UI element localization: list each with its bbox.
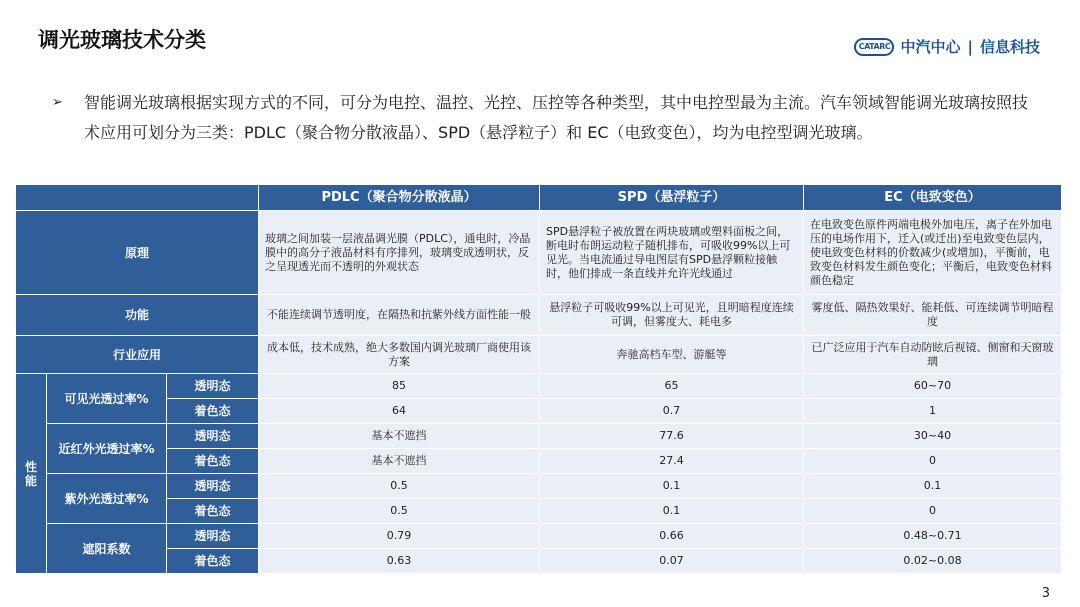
function-ec: 雾度低、隔热效果好、能耗低、可连续调节明暗程度 bbox=[804, 295, 1062, 336]
intro-text: 智能调光玻璃根据实现方式的不同，可分为电控、温控、光控、压控等各种类型，其中电控型最为主流。汽车领域智能调光玻璃按照技术应用可划分为三类：PDLC（聚合物分散液晶）、SPD（悬浮粒子）和 EC（电致变色），均为电控型调光玻璃。 bbox=[84, 93, 1029, 142]
function-pdlc: 不能连续调节透明度，在隔热和抗紫外线方面性能一般 bbox=[259, 295, 540, 336]
state-label: 着色态 bbox=[167, 499, 259, 524]
value-cell: 30~40 bbox=[804, 424, 1062, 449]
value-cell: 65 bbox=[540, 374, 804, 399]
value-cell: 60~70 bbox=[804, 374, 1062, 399]
value-cell: 0.66 bbox=[540, 524, 804, 549]
state-label: 着色态 bbox=[167, 549, 259, 574]
table-row bbox=[16, 374, 1062, 399]
value-cell: 0.1 bbox=[540, 474, 804, 499]
table-row-application bbox=[16, 336, 1062, 374]
value-cell: 基本不遮挡 bbox=[259, 449, 540, 474]
row-label-performance bbox=[16, 374, 47, 574]
value-cell: 0.63 bbox=[259, 549, 540, 574]
catarc-logo-icon: CATARC bbox=[854, 38, 894, 56]
company-logo bbox=[854, 36, 1040, 57]
bullet-arrow-icon: ➢ bbox=[52, 95, 63, 110]
value-cell: 0 bbox=[804, 499, 1062, 524]
performance-char-1: 性 bbox=[24, 459, 37, 474]
table-row bbox=[16, 549, 1062, 574]
value-cell: 27.4 bbox=[540, 449, 804, 474]
value-cell: 0.1 bbox=[804, 474, 1062, 499]
state-label: 着色态 bbox=[167, 449, 259, 474]
value-cell: 1 bbox=[804, 399, 1062, 424]
table-row bbox=[16, 474, 1062, 499]
table-row bbox=[16, 399, 1062, 424]
value-cell: 0.79 bbox=[259, 524, 540, 549]
principle-pdlc: 玻璃之间加装一层液晶调光膜（PDLC），通电时，冷晶膜中的高分子液晶材料有序排列，玻璃变成透明状，反之呈现透光而不透明的外观状态 bbox=[259, 211, 540, 295]
value-cell: 64 bbox=[259, 399, 540, 424]
value-cell: 0.1 bbox=[540, 499, 804, 524]
logo-unit: 信息科技 bbox=[979, 38, 1040, 56]
table-header-row bbox=[16, 185, 1062, 211]
table-row bbox=[16, 499, 1062, 524]
principle-ec: 在电致变色原件两端电极外加电压，离子在外加电压的电场作用下，迁入(或迁出)至电致变色层内，使电致变色材料的价数减少(或增加)，平衡前，电致变色材料发生颜色变化；平衡后，电致变色材料颜色稳定 bbox=[804, 211, 1062, 295]
group-label-shading: 遮阳系数 bbox=[47, 524, 167, 574]
value-cell: 基本不遮挡 bbox=[259, 424, 540, 449]
application-pdlc: 成本低，技术成熟，绝大多数国内调光玻璃厂商使用该方案 bbox=[259, 336, 540, 374]
header-spd: SPD（悬浮粒子） bbox=[540, 185, 804, 211]
group-label-visible: 可见光透过率% bbox=[47, 374, 167, 424]
application-spd: 奔驰高档车型、游艇等 bbox=[540, 336, 804, 374]
state-label: 透明态 bbox=[167, 424, 259, 449]
value-cell: 0.02~0.08 bbox=[804, 549, 1062, 574]
row-label-function: 功能 bbox=[16, 295, 259, 336]
table-row-function bbox=[16, 295, 1062, 336]
logo-separator: | bbox=[967, 37, 973, 56]
state-label: 透明态 bbox=[167, 524, 259, 549]
technology-comparison-table bbox=[15, 184, 1062, 574]
principle-spd: SPD悬浮粒子被放置在两块玻璃或塑料面板之间，断电时布朗运动粒子随机排布，可吸收99%以上可见光。当电流通过导电图层有SPD悬浮颗粒接触时，他们排成一条直线并允许光线通过 bbox=[540, 211, 804, 295]
table-row bbox=[16, 449, 1062, 474]
group-label-near-infrared: 近红外光透过率% bbox=[47, 424, 167, 474]
page-number: 3 bbox=[1041, 586, 1050, 601]
value-cell: 0.5 bbox=[259, 499, 540, 524]
row-label-principle: 原理 bbox=[16, 211, 259, 295]
header-pdlc: PDLC（聚合物分散液晶） bbox=[259, 185, 540, 211]
header-corner bbox=[16, 185, 259, 211]
value-cell: 0.7 bbox=[540, 399, 804, 424]
table-row-principle bbox=[16, 211, 1062, 295]
value-cell: 0.48~0.71 bbox=[804, 524, 1062, 549]
performance-char-2: 能 bbox=[24, 473, 37, 488]
state-label: 透明态 bbox=[167, 474, 259, 499]
value-cell: 0.07 bbox=[540, 549, 804, 574]
state-label: 着色态 bbox=[167, 399, 259, 424]
value-cell: 0.5 bbox=[259, 474, 540, 499]
table-row bbox=[16, 524, 1062, 549]
header-ec: EC（电致变色） bbox=[804, 185, 1062, 211]
group-label-ultraviolet: 紫外光透过率% bbox=[47, 474, 167, 524]
state-label: 透明态 bbox=[167, 374, 259, 399]
application-ec: 已广泛应用于汽车自动防眩后视镜、侧窗和天窗玻璃 bbox=[804, 336, 1062, 374]
function-spd: 悬浮粒子可吸收99%以上可见光，且明暗程度连续可调，但雾度大、耗电多 bbox=[540, 295, 804, 336]
value-cell: 77.6 bbox=[540, 424, 804, 449]
table-row bbox=[16, 424, 1062, 449]
row-label-application: 行业应用 bbox=[16, 336, 259, 374]
intro-paragraph bbox=[52, 88, 1032, 148]
logo-brand: 中汽中心 bbox=[900, 38, 961, 56]
page-title: 调光玻璃技术分类 bbox=[38, 28, 206, 52]
value-cell: 85 bbox=[259, 374, 540, 399]
value-cell: 0 bbox=[804, 449, 1062, 474]
